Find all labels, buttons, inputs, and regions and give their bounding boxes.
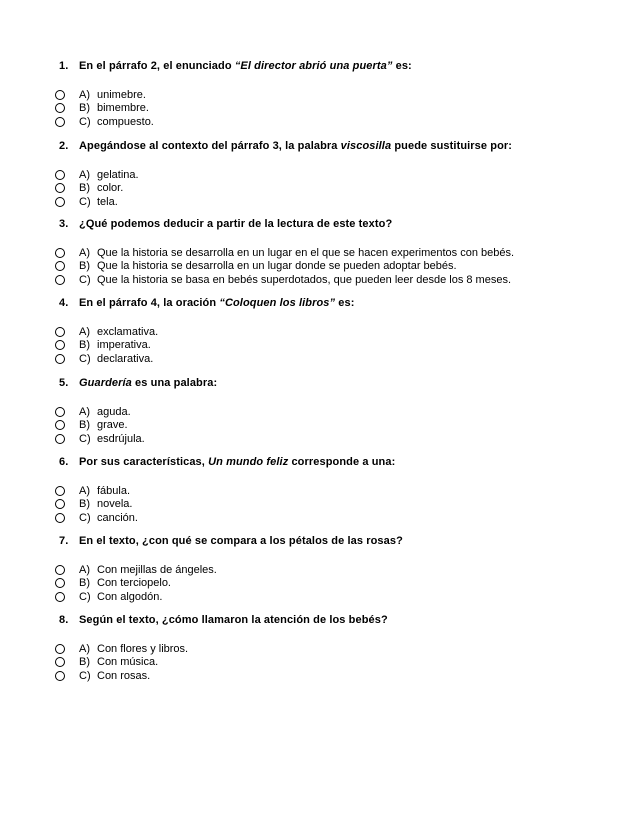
question-text	[79, 60, 412, 72]
option-letter: A)	[79, 89, 90, 101]
answer-options	[0, 89, 638, 129]
option-text: gelatina.	[97, 169, 139, 181]
question-6	[0, 456, 638, 525]
question-number: 4.	[59, 297, 69, 309]
question-text-emphasis: “Coloquen los libros”	[219, 297, 336, 309]
question-text-emphasis: Guardería	[79, 377, 132, 389]
option-letter: A)	[79, 247, 90, 259]
question-text	[79, 377, 217, 389]
option-text: aguda.	[97, 406, 131, 418]
radio-circle-icon[interactable]	[55, 90, 65, 100]
question-header	[0, 297, 638, 313]
question-number: 5.	[59, 377, 69, 389]
answer-option[interactable]	[0, 89, 638, 102]
question-text-emphasis: viscosilla	[340, 140, 392, 152]
answer-option[interactable]	[0, 326, 638, 339]
question-number: 8.	[59, 614, 69, 626]
answer-options	[0, 406, 638, 446]
answer-option[interactable]	[0, 353, 638, 366]
question-8	[0, 614, 638, 683]
answer-option[interactable]	[0, 339, 638, 352]
question-text	[79, 297, 354, 309]
radio-circle-icon[interactable]	[55, 275, 65, 285]
question-number: 3.	[59, 218, 69, 230]
question-text-emphasis: “El director abrió una puerta”	[234, 60, 393, 72]
question-header	[0, 456, 638, 472]
radio-circle-icon[interactable]	[55, 117, 65, 127]
question-text-part: En el párrafo 2, el enunciado	[79, 60, 235, 72]
question-text-part: corresponde a una:	[288, 456, 396, 468]
answer-option[interactable]	[0, 512, 638, 525]
answer-options	[0, 326, 638, 366]
option-letter: C)	[79, 273, 91, 286]
option-text: Con terciopelo.	[97, 577, 171, 590]
question-text-part: Por sus características,	[79, 456, 209, 468]
question-4	[0, 297, 638, 366]
option-letter: A)	[79, 169, 90, 181]
answer-options	[0, 643, 638, 683]
option-letter: A)	[79, 326, 90, 338]
question-header	[0, 218, 638, 234]
option-text: fábula.	[97, 485, 131, 497]
answer-option[interactable]	[0, 643, 638, 656]
option-letter: B)	[79, 182, 90, 195]
option-letter: C)	[79, 115, 91, 128]
radio-circle-icon[interactable]	[55, 434, 65, 444]
option-text: novela.	[97, 498, 133, 511]
option-text: esdrújula.	[97, 432, 145, 445]
answer-options	[0, 247, 638, 287]
question-text-part: es una palabra:	[131, 377, 218, 389]
answer-option[interactable]	[0, 591, 638, 604]
question-text-part: Según el texto, ¿cómo llamaron la atención de los bebés?	[79, 614, 388, 626]
answer-option[interactable]	[0, 260, 638, 273]
question-number: 1.	[59, 60, 69, 72]
question-header	[0, 377, 638, 393]
radio-circle-icon[interactable]	[55, 354, 65, 364]
radio-circle-icon[interactable]	[55, 486, 65, 496]
radio-circle-icon[interactable]	[55, 340, 65, 350]
answer-option[interactable]	[0, 247, 638, 260]
option-letter: C)	[79, 352, 91, 365]
answer-option[interactable]	[0, 169, 638, 182]
question-text-emphasis: Un mundo feliz	[208, 456, 289, 468]
option-text: Que la historia se desarrolla en un lugar donde se pueden adoptar bebés.	[97, 260, 457, 273]
option-letter: B)	[79, 498, 90, 511]
option-letter: B)	[79, 260, 90, 273]
question-text	[79, 535, 403, 547]
option-text: grave.	[97, 419, 128, 432]
question-1	[0, 60, 638, 129]
option-letter: B)	[79, 102, 90, 115]
radio-circle-icon[interactable]	[55, 592, 65, 602]
option-text: bimembre.	[97, 102, 149, 115]
option-text: Que la historia se basa en bebés superdotados, que pueden leer desde los 8 meses.	[97, 273, 511, 286]
option-text: Con mejillas de ángeles.	[97, 564, 217, 576]
option-letter: B)	[79, 419, 90, 432]
option-letter: C)	[79, 590, 91, 603]
option-text: Con rosas.	[97, 669, 151, 682]
radio-circle-icon[interactable]	[55, 170, 65, 180]
question-header	[0, 140, 638, 156]
radio-circle-icon[interactable]	[55, 420, 65, 430]
radio-circle-icon[interactable]	[55, 644, 65, 654]
answer-option[interactable]	[0, 419, 638, 432]
question-text	[79, 614, 388, 626]
radio-circle-icon[interactable]	[55, 103, 65, 113]
answer-option[interactable]	[0, 182, 638, 195]
question-number: 6.	[59, 456, 69, 468]
option-letter: C)	[79, 511, 91, 524]
option-text: color.	[97, 182, 124, 195]
question-text	[79, 456, 395, 468]
answer-option[interactable]	[0, 196, 638, 209]
option-text: declarativa.	[97, 352, 154, 365]
answer-options	[0, 485, 638, 525]
option-text: Con algodón.	[97, 590, 163, 603]
question-header	[0, 535, 638, 551]
question-text	[79, 140, 512, 152]
option-text: imperativa.	[97, 339, 151, 352]
question-text-part: es:	[392, 60, 412, 72]
option-text: unimebre.	[97, 89, 146, 101]
question-text-part: En el párrafo 4, la oración	[79, 297, 220, 309]
answer-option[interactable]	[0, 274, 638, 287]
answer-option[interactable]	[0, 406, 638, 419]
question-header	[0, 614, 638, 630]
option-letter: C)	[79, 432, 91, 445]
option-text: compuesto.	[97, 115, 154, 128]
radio-circle-icon[interactable]	[55, 261, 65, 271]
question-header	[0, 60, 638, 76]
question-text-part: En el texto, ¿con qué se compara a los pétalos de las rosas?	[79, 535, 403, 547]
radio-circle-icon[interactable]	[55, 327, 65, 337]
option-text: Con flores y libros.	[97, 643, 189, 655]
option-letter: A)	[79, 485, 90, 497]
answer-option[interactable]	[0, 485, 638, 498]
answer-option[interactable]	[0, 670, 638, 683]
option-letter: C)	[79, 669, 91, 682]
question-number: 2.	[59, 140, 69, 152]
question-3	[0, 218, 638, 287]
option-letter: C)	[79, 195, 91, 208]
radio-circle-icon[interactable]	[55, 657, 65, 667]
answer-option[interactable]	[0, 102, 638, 115]
option-letter: B)	[79, 577, 90, 590]
radio-circle-icon[interactable]	[55, 578, 65, 588]
option-letter: A)	[79, 643, 90, 655]
question-7	[0, 535, 638, 604]
option-letter: B)	[79, 339, 90, 352]
question-text-part: puede sustituirse por:	[391, 140, 513, 152]
option-letter: A)	[79, 564, 90, 576]
question-text-part: es:	[335, 297, 355, 309]
question-text	[79, 218, 392, 230]
option-text: Con música.	[97, 656, 159, 669]
option-text: exclamativa.	[97, 326, 159, 338]
radio-circle-icon[interactable]	[55, 671, 65, 681]
question-text-part: Apegándose al contexto del párrafo 3, la palabra	[79, 140, 341, 152]
radio-circle-icon[interactable]	[55, 248, 65, 258]
question-text-part: ¿Qué podemos deducir a partir de la lectura de este texto?	[79, 218, 393, 230]
answer-option[interactable]	[0, 656, 638, 669]
question-5	[0, 377, 638, 446]
question-number: 7.	[59, 535, 69, 547]
radio-circle-icon[interactable]	[55, 407, 65, 417]
answer-option[interactable]	[0, 433, 638, 446]
radio-circle-icon[interactable]	[55, 499, 65, 509]
option-text: tela.	[97, 195, 118, 208]
answer-option[interactable]	[0, 564, 638, 577]
option-letter: B)	[79, 656, 90, 669]
radio-circle-icon[interactable]	[55, 513, 65, 523]
option-letter: A)	[79, 406, 90, 418]
option-text: Que la historia se desarrolla en un lugar en el que se hacen experimentos con bebés.	[97, 247, 515, 259]
radio-circle-icon[interactable]	[55, 197, 65, 207]
answer-option[interactable]	[0, 116, 638, 129]
radio-circle-icon[interactable]	[55, 183, 65, 193]
question-2	[0, 140, 638, 209]
answer-option[interactable]	[0, 577, 638, 590]
answer-options	[0, 564, 638, 604]
option-text: canción.	[97, 511, 138, 524]
answer-option[interactable]	[0, 498, 638, 511]
answer-options	[0, 169, 638, 209]
radio-circle-icon[interactable]	[55, 565, 65, 575]
